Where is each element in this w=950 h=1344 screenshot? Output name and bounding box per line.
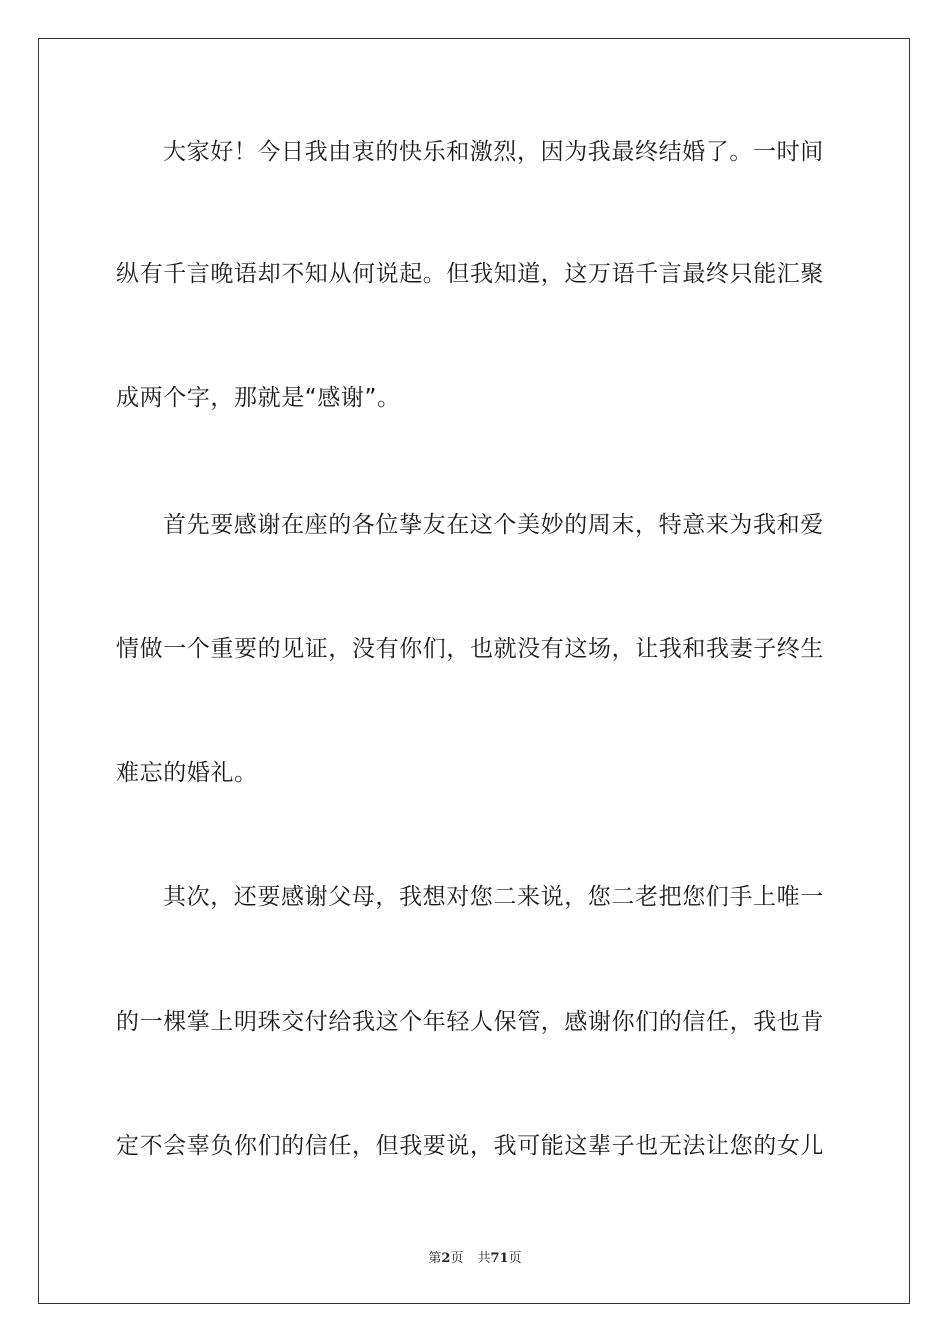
- page-prefix: 第: [428, 1251, 442, 1266]
- page-border: [38, 38, 910, 1304]
- total-pages-indicator: [477, 1251, 521, 1266]
- paragraph-line: 首先要感谢在座的各位挚友在这个美妙的周末，特意来为我和爱: [163, 512, 824, 538]
- paragraph-line: 难忘的婚礼。: [116, 760, 258, 786]
- page-suffix: 页: [450, 1251, 464, 1266]
- paragraph-line: 定不会辜负你们的信任，但我要说，我可能这辈子也无法让您的女儿: [116, 1133, 824, 1159]
- total-pages-number: 71: [490, 1251, 509, 1266]
- page-indicator: [428, 1251, 463, 1266]
- paragraph-line: 情做一个重要的见证，没有你们，也就没有这场，让我和我妻子终生: [116, 636, 824, 662]
- paragraph-line: 成两个字，那就是“感谢”。: [116, 385, 401, 411]
- page-number: 2: [441, 1251, 451, 1266]
- paragraph-line: 大家好！今日我由衷的快乐和激烈，因为我最终结婚了。一时间: [163, 139, 824, 165]
- paragraph-line: 其次，还要感谢父母，我想对您二来说，您二老把您们手上唯一: [163, 884, 824, 910]
- paragraph-line: 的一棵掌上明珠交付给我这个年轻人保管，感谢你们的信任，我也肯: [116, 1009, 824, 1035]
- paragraph-line: 纵有千言晚语却不知从何说起。但我知道，这万语千言最终只能汇聚: [116, 261, 824, 287]
- total-prefix: 共: [477, 1251, 491, 1266]
- total-suffix: 页: [508, 1251, 522, 1266]
- page-footer: [0, 1247, 950, 1266]
